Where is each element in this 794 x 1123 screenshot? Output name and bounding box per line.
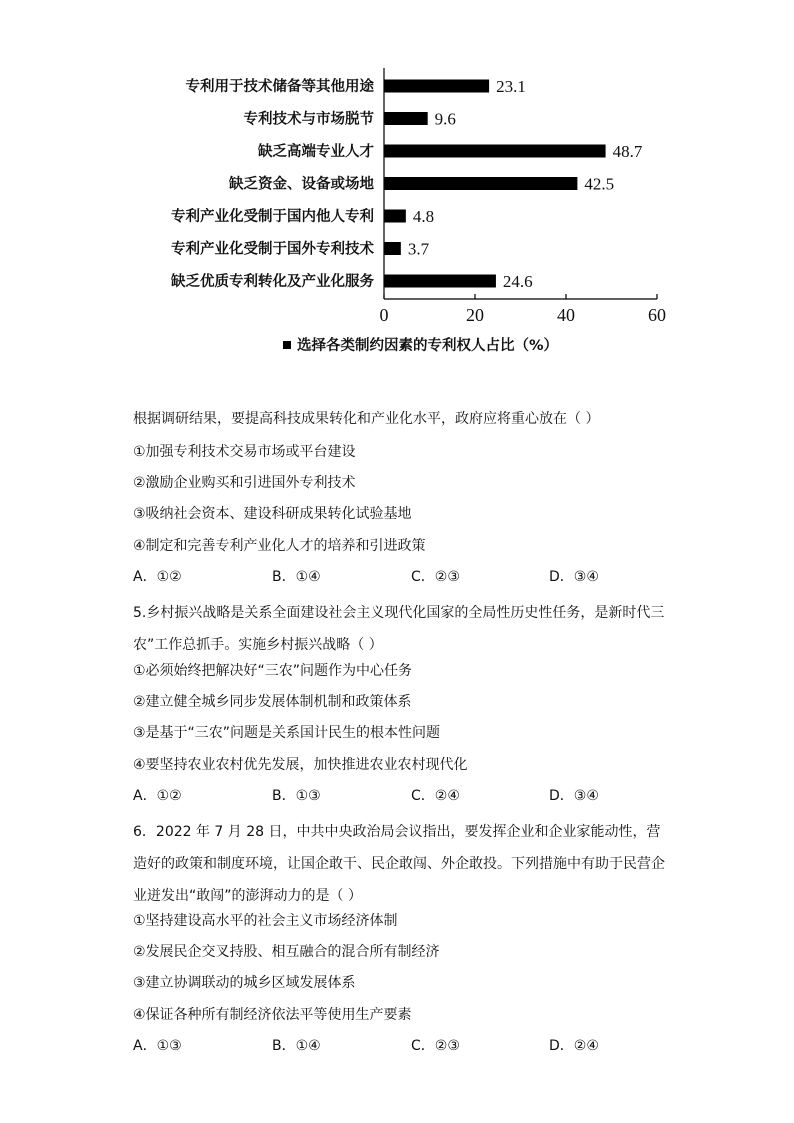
bar [384, 242, 401, 255]
category-label: 专利产业化受制于国外专利技术 [171, 241, 374, 258]
legend-swatch [283, 341, 291, 349]
bar [384, 177, 577, 190]
q4-option-c[interactable]: C．②③ [411, 569, 460, 585]
question-6-stem: 6．2022 年 7 月 28 日，中共中央政治局会议指出，要发挥企业和企业家能动性，营造好的政策和制度环境，让国企敢干、民企敢闯、外企敢投。下列措施中有助于民营企业迸发出“敢闯”的澎湃动力的是（ ） [133, 824, 665, 904]
category-label: 缺乏优质专利转化及产业化服务 [171, 274, 374, 290]
category-label: 专利产业化受制于国内他人专利 [171, 209, 374, 225]
q4-item-3: ③吸纳社会资本、建设科研成果转化试验基地 [133, 506, 412, 522]
bar [384, 210, 406, 223]
bar-chart [0, 60, 794, 360]
q6-item-4: ④保证各种所有制经济依法平等使用生产要素 [133, 1007, 412, 1023]
q6-item-1: ①坚持建设高水平的社会主义市场经济体制 [133, 913, 398, 929]
bar [384, 112, 428, 125]
q4-item-2: ②激励企业购买和引进国外专利技术 [133, 475, 356, 491]
q4-option-d[interactable]: D．③④ [549, 569, 599, 585]
value-label: 42.5 [584, 174, 615, 194]
x-tick-label: 0 [379, 305, 389, 325]
q4-option-b[interactable]: B．①④ [272, 569, 321, 585]
question-5-stem: 5.乡村振兴战略是关系全面建设社会主义现代化国家的全局性历史性任务，是新时代三农”工作总抓手。实施乡村振兴战略（ ） [133, 605, 665, 653]
category-label: 缺乏资金、设备或场地 [229, 176, 374, 193]
q6-item-3: ③建立协调联动的城乡区域发展体系 [133, 975, 356, 991]
q4-item-4: ④制定和完善专利产业化人才的培养和引进政策 [133, 538, 426, 554]
bar [384, 80, 489, 93]
q6-options [133, 1035, 693, 1055]
q4-option-a[interactable]: A．①② [133, 569, 182, 585]
q6-option-b[interactable]: B．①④ [272, 1038, 321, 1054]
q4-options [133, 566, 693, 586]
value-label: 3.7 [407, 239, 430, 259]
q5-option-c[interactable]: C．②④ [411, 788, 460, 804]
q4-item-1: ①加强专利技术交易市场或平台建设 [133, 444, 356, 460]
q6-option-c[interactable]: C．②③ [411, 1038, 460, 1054]
q5-option-a[interactable]: A．①② [133, 788, 182, 804]
x-tick-label: 60 [648, 305, 666, 325]
q5-options [133, 785, 693, 805]
category-label: 专利用于技术储备等其他用途 [185, 79, 374, 95]
value-label: 24.6 [502, 272, 533, 291]
question-4-stem: 根据调研结果，要提高科技成果转化和产业化水平，政府应将重心放在（ ） [133, 411, 600, 427]
q6-option-d[interactable]: D．②④ [549, 1038, 599, 1054]
value-label: 23.1 [496, 77, 526, 96]
q6-option-a[interactable]: A．①③ [133, 1038, 182, 1054]
category-label: 缺乏高端专业人才 [258, 144, 374, 160]
q5-item-4: ④要坚持农业农村优先发展，加快推进农业农村现代化 [133, 757, 468, 773]
bar [384, 145, 606, 158]
value-label: 48.7 [612, 142, 643, 161]
q5-item-2: ②建立健全城乡同步发展体制机制和政策体系 [133, 694, 412, 710]
legend-label: 选择各类制约因素的专利权人占比（%） [297, 338, 559, 354]
x-tick-label: 20 [466, 305, 484, 325]
q5-option-b[interactable]: B．①③ [272, 788, 321, 804]
value-label: 4.8 [412, 207, 435, 226]
q5-option-d[interactable]: D．③④ [549, 788, 599, 804]
x-tick-label: 40 [557, 305, 575, 325]
q5-item-1: ①必须始终把解决好“三农”问题作为中心任务 [133, 663, 413, 679]
value-label: 9.6 [434, 109, 456, 129]
bar [384, 275, 496, 288]
category-label: 专利技术与市场脱节 [243, 111, 374, 128]
q5-item-3: ③是基于“三农”问题是关系国计民生的根本性问题 [133, 725, 441, 741]
q6-item-2: ②发展民企交叉持股、相互融合的混合所有制经济 [133, 944, 440, 960]
